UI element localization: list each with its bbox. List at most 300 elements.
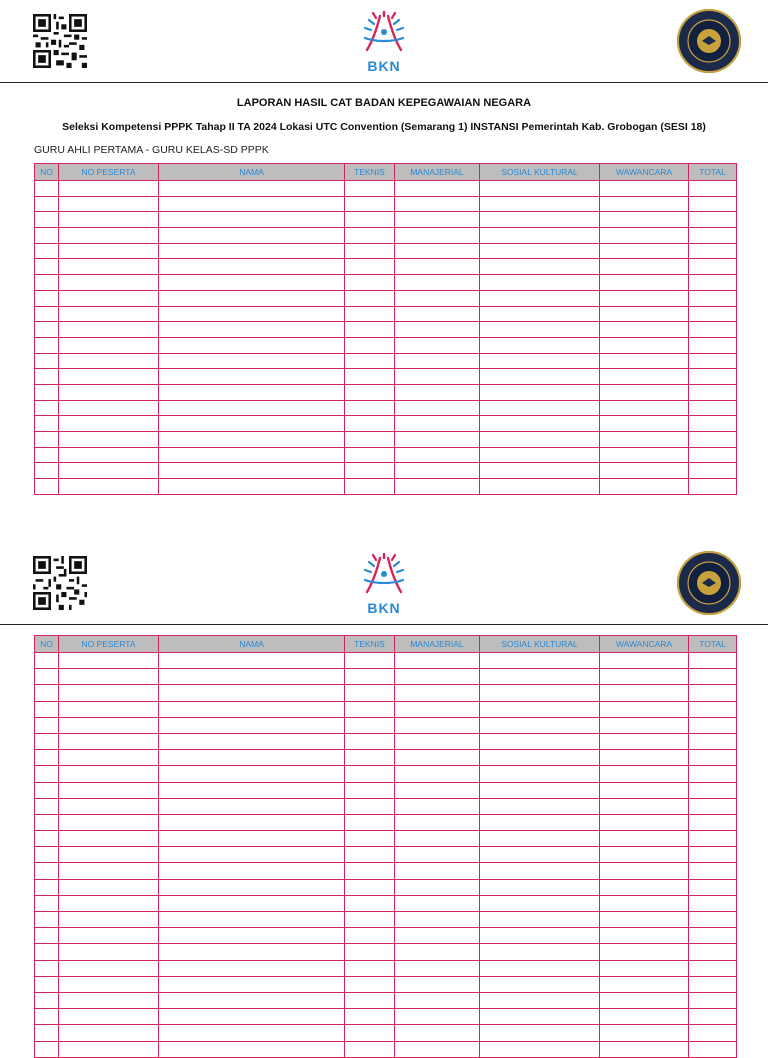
table-cell [395,337,480,353]
table-cell [395,992,480,1008]
table-cell [395,447,480,463]
table-cell [395,895,480,911]
table-cell [35,416,59,432]
table-cell [345,863,395,879]
table-cell [600,685,689,701]
table-cell [600,1041,689,1057]
table-row [35,353,737,369]
table-cell [600,290,689,306]
table-cell [480,669,600,685]
table-cell [159,944,345,960]
table-cell [345,1009,395,1025]
table-cell [480,353,600,369]
table-cell [395,369,480,385]
table-cell [480,685,600,701]
table-cell [159,259,345,275]
table-cell [689,798,737,814]
table-cell [159,1009,345,1025]
table-cell [600,750,689,766]
table-row [35,181,737,197]
table-row [35,798,737,814]
table-cell [689,847,737,863]
table-cell [480,798,600,814]
table-cell [35,944,59,960]
table-cell [689,960,737,976]
table-cell [600,384,689,400]
table-cell [600,369,689,385]
table-cell [395,275,480,291]
table-cell [345,685,395,701]
table-cell [59,243,159,259]
table-cell [600,196,689,212]
table-cell [159,447,345,463]
table-row [35,1025,737,1041]
col-wawancara: WAWANCARA [600,636,689,653]
table-cell [345,847,395,863]
table-cell [600,976,689,992]
page-header [0,0,768,83]
table-row [35,895,737,911]
table-cell [689,181,737,197]
table-cell [35,400,59,416]
table-body [35,653,737,1058]
table-cell [689,814,737,830]
table-row [35,275,737,291]
table-cell [159,369,345,385]
table-cell [35,814,59,830]
table-cell [689,928,737,944]
table-cell [480,432,600,448]
table-cell [600,928,689,944]
table-cell [59,733,159,749]
table-cell [689,879,737,895]
table-cell [689,733,737,749]
table-cell [480,928,600,944]
table-cell [159,960,345,976]
table-cell [59,814,159,830]
table-cell [59,831,159,847]
table-cell [480,766,600,782]
table-cell [35,228,59,244]
table-cell [159,831,345,847]
table-cell [600,895,689,911]
table-cell [345,463,395,479]
table-row [35,369,737,385]
table-cell [35,701,59,717]
table-cell [159,212,345,228]
table-cell [59,1041,159,1057]
table-cell [395,212,480,228]
col-total: TOTAL [689,636,737,653]
table-cell [35,212,59,228]
col-teknis: TEKNIS [345,164,395,181]
table-cell [159,463,345,479]
col-total: TOTAL [689,164,737,181]
table-cell [59,322,159,338]
table-cell [59,976,159,992]
table-cell [345,275,395,291]
table-cell [600,416,689,432]
table-cell [395,196,480,212]
table-cell [480,895,600,911]
table-cell [159,766,345,782]
table-cell [345,879,395,895]
table-cell [689,1041,737,1057]
table-cell [600,212,689,228]
table-row [35,701,737,717]
table-cell [35,653,59,669]
table-cell [689,259,737,275]
table-cell [159,196,345,212]
table-cell [159,847,345,863]
table-cell [600,766,689,782]
table-cell [35,669,59,685]
table-cell [159,798,345,814]
table-cell [345,322,395,338]
table-cell [395,1041,480,1057]
table-row [35,976,737,992]
table-cell [480,750,600,766]
table-cell [395,400,480,416]
table-cell [35,863,59,879]
table-cell [689,228,737,244]
table-cell [600,669,689,685]
table-cell [689,369,737,385]
table-cell [59,960,159,976]
table-cell [59,290,159,306]
table-cell [59,1009,159,1025]
table-cell [395,928,480,944]
table-cell [345,196,395,212]
table-cell [35,928,59,944]
table-cell [689,290,737,306]
table-cell [395,1009,480,1025]
table-cell [689,944,737,960]
table-cell [159,400,345,416]
table-cell [480,275,600,291]
table-cell [480,290,600,306]
table-cell [159,290,345,306]
table-row [35,669,737,685]
table-row [35,685,737,701]
table-cell [59,369,159,385]
table-row [35,717,737,733]
col-teknis: TEKNIS [345,636,395,653]
table-cell [689,306,737,322]
table-cell [59,992,159,1008]
table-cell [159,181,345,197]
col-nama: NAMA [159,164,345,181]
table-cell [689,701,737,717]
table-cell [480,369,600,385]
table-cell [480,243,600,259]
table-cell [395,653,480,669]
table-cell [159,243,345,259]
table-cell [480,653,600,669]
table-cell [345,306,395,322]
table-cell [159,782,345,798]
table-cell [59,463,159,479]
table-row [35,1009,737,1025]
table-cell [480,447,600,463]
table-row [35,212,737,228]
table-cell [689,196,737,212]
table-cell [689,992,737,1008]
table-cell [480,1025,600,1041]
table-cell [480,976,600,992]
table-row [35,322,737,338]
col-no-peserta: NO PESERTA [59,636,159,653]
table-row [35,432,737,448]
table-cell [59,928,159,944]
table-cell [689,432,737,448]
table-cell [35,992,59,1008]
table-cell [159,750,345,766]
table-cell [395,733,480,749]
table-row [35,479,737,495]
table-cell [159,717,345,733]
table-cell [480,463,600,479]
table-cell [480,416,600,432]
qr-code-icon [33,14,87,68]
table-cell [59,384,159,400]
table-cell [480,912,600,928]
table-cell [395,847,480,863]
table-cell [59,212,159,228]
table-cell [600,275,689,291]
table-cell [35,733,59,749]
table-cell [345,766,395,782]
table-row [35,306,737,322]
table-cell [59,717,159,733]
table-cell [600,1009,689,1025]
table-cell [35,750,59,766]
table-cell [600,701,689,717]
table-cell [59,685,159,701]
table-cell [600,353,689,369]
table-cell [395,944,480,960]
table-cell [59,750,159,766]
table-cell [59,879,159,895]
table-cell [345,733,395,749]
table-cell [59,944,159,960]
table-cell [600,447,689,463]
table-cell [395,353,480,369]
table-cell [345,653,395,669]
table-cell [345,1041,395,1057]
table-cell [600,717,689,733]
table-cell [600,992,689,1008]
table-cell [480,717,600,733]
table-cell [345,479,395,495]
table-cell [689,717,737,733]
table-cell [35,976,59,992]
table-cell [480,879,600,895]
table-cell [600,479,689,495]
table-cell [689,416,737,432]
table-cell [689,863,737,879]
table-body [35,181,737,495]
table-row [35,228,737,244]
table-row [35,928,737,944]
table-cell [35,447,59,463]
table-cell [395,798,480,814]
table-cell [600,847,689,863]
table-cell [59,798,159,814]
table-cell [345,243,395,259]
table-cell [480,384,600,400]
table-cell [689,322,737,338]
table-row [35,960,737,976]
col-wawancara: WAWANCARA [600,164,689,181]
table-row [35,782,737,798]
table-cell [159,976,345,992]
report-subtitle: Seleksi Kompetensi PPPK Tahap II TA 2024 Lokasi UTC Convention (Semarang 1) INSTANSI Pemerintah Kab. Grobogan (SESI 18) [62,121,706,133]
table-cell [35,196,59,212]
col-no: NO [35,636,59,653]
table-cell [159,322,345,338]
table-cell [59,337,159,353]
table-cell [345,669,395,685]
table-row [35,992,737,1008]
table-cell [35,766,59,782]
table-cell [395,669,480,685]
table-cell [59,782,159,798]
table-cell [395,322,480,338]
bkn-logo-text: BKN [367,58,401,74]
table-cell [345,928,395,944]
table-cell [159,863,345,879]
table-cell [689,895,737,911]
table-cell [345,782,395,798]
table-cell [689,212,737,228]
table-cell [480,960,600,976]
table-cell [345,992,395,1008]
table-cell [395,479,480,495]
table-cell [35,895,59,911]
table-cell [395,259,480,275]
table-cell [689,782,737,798]
table-cell [159,1041,345,1057]
table-cell [600,432,689,448]
table-cell [600,306,689,322]
table-cell [600,879,689,895]
table-cell [395,685,480,701]
table-row [35,1041,737,1057]
table-cell [345,228,395,244]
table-cell [345,976,395,992]
table-cell [59,479,159,495]
table-cell [59,259,159,275]
table-cell [600,733,689,749]
table-row [35,259,737,275]
table-cell [159,337,345,353]
table-cell [35,798,59,814]
table-cell [35,275,59,291]
table-cell [395,717,480,733]
col-nama: NAMA [159,636,345,653]
table-cell [59,196,159,212]
table-cell [59,669,159,685]
table-cell [600,259,689,275]
table-cell [35,181,59,197]
table-cell [480,814,600,830]
table-cell [480,212,600,228]
table-cell [345,895,395,911]
table-cell [600,337,689,353]
table-cell [345,960,395,976]
table-cell [59,275,159,291]
table-cell [689,447,737,463]
table-cell [159,879,345,895]
page-header [0,542,768,625]
table-cell [345,181,395,197]
table-cell [395,701,480,717]
table-cell [480,306,600,322]
table-cell [159,669,345,685]
table-cell [35,384,59,400]
table-cell [35,1009,59,1025]
table-cell [480,863,600,879]
table-cell [345,1025,395,1041]
table-cell [395,766,480,782]
table-cell [59,701,159,717]
table-cell [689,353,737,369]
table-cell [600,322,689,338]
table-cell [395,879,480,895]
table-cell [159,928,345,944]
table-cell [689,976,737,992]
table-cell [159,701,345,717]
table-cell [345,384,395,400]
table-cell [35,463,59,479]
table-cell [395,290,480,306]
table-cell [689,912,737,928]
table-cell [345,259,395,275]
table-cell [480,782,600,798]
table-cell [35,432,59,448]
col-manajerial: MANAJERIAL [395,164,480,181]
table-cell [35,717,59,733]
table-cell [345,447,395,463]
table-row [35,463,737,479]
table-cell [345,337,395,353]
table-cell [600,912,689,928]
table-cell [600,181,689,197]
table-cell [395,831,480,847]
col-no-peserta: NO PESERTA [59,164,159,181]
table-row [35,243,737,259]
table-cell [159,228,345,244]
table-row [35,196,737,212]
table-header-row [35,636,737,653]
table-cell [159,275,345,291]
table-row [35,337,737,353]
table-cell [395,243,480,259]
position-group: GURU AHLI PERTAMA - GURU KELAS-SD PPPK [34,144,269,156]
table-cell [159,912,345,928]
table-cell [159,653,345,669]
table-row [35,653,737,669]
table-header-row [35,164,737,181]
table-cell [345,212,395,228]
table-row [35,814,737,830]
table-cell [600,782,689,798]
table-cell [480,733,600,749]
table-cell [345,912,395,928]
table-row [35,384,737,400]
table-cell [345,416,395,432]
